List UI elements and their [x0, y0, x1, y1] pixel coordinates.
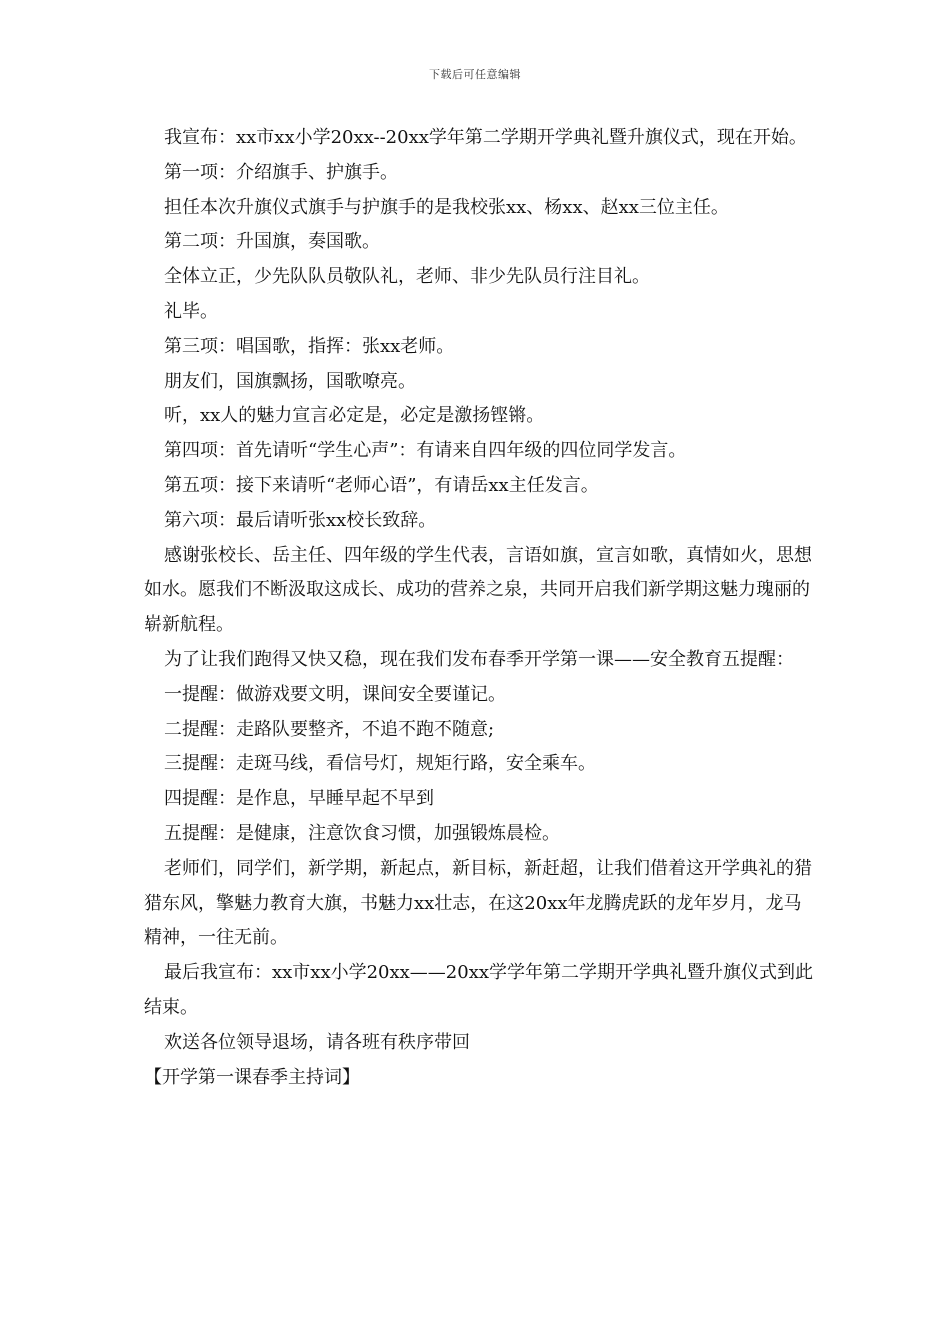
paragraph-item-one: 第一项：介绍旗手、护旗手。 — [164, 161, 398, 183]
paragraph-reminder-five: 五提醒：是健康，注意饮食习惯，加强锻炼晨检。 — [164, 822, 560, 844]
paragraph-item-three: 第三项：唱国歌，指挥：张xx老师。 — [164, 335, 455, 357]
paragraph-reminder-one: 一提醒：做游戏要文明，课间安全要谨记。 — [164, 683, 506, 705]
paragraph-announcement: 我宣布：xx市xx小学20xx--20xx学年第二学期开学典礼暨升旗仪式，现在开始。 — [164, 127, 807, 148]
paragraph-declaration: 听，xx人的魅力宣言必定是，必定是激扬铿锵。 — [164, 405, 545, 427]
paragraph-item-five: 第五项：接下来请听“老师心语”，有请岳xx主任发言。 — [164, 474, 599, 496]
paragraph-safety-intro: 为了让我们跑得又快又稳，现在我们发布春季开学第一课——安全教育五提醒： — [164, 648, 794, 670]
document-body — [144, 121, 814, 1095]
paragraph-reminder-two: 二提醒：走路队要整齐，不追不跑不随意; — [164, 718, 495, 740]
paragraph-flag-bearers: 担任本次升旗仪式旗手与护旗手的是我校张xx、杨xx、赵xx三位主任。 — [164, 196, 729, 218]
page-header-note: 下载后可任意编辑 — [429, 68, 521, 81]
paragraph-section-title: 【开学第一课春季主持词】 — [144, 1066, 360, 1088]
paragraph-salute: 全体立正，少先队队员敬队礼，老师、非少先队员行注目礼。 — [164, 266, 650, 288]
paragraph-farewell: 欢送各位领导退场，请各班有秩序带回 — [164, 1031, 470, 1053]
paragraph-final-announcement: 最后我宣布：xx市xx小学20xx——20xx学学年第二学期开学典礼暨升旗仪式到此结束。 — [144, 962, 814, 1018]
paragraph-reminder-four: 四提醒：是作息，早睡早起不早到 — [164, 788, 434, 810]
paragraph-item-four: 第四项：首先请听“学生心声”：有请来自四年级的四位同学发言。 — [164, 440, 687, 462]
paragraph-flag-flying: 朋友们，国旗飘扬，国歌嘹亮。 — [164, 370, 416, 392]
paragraph-salute-end: 礼毕。 — [164, 300, 218, 322]
paragraph-closing-speech: 老师们，同学们，新学期，新起点，新目标，新赶超，让我们借着这开学典礼的猎猎东风，擎魅力教育大旗，书魅力xx壮志，在这20xx年龙腾虎跃的龙年岁月，龙马精神，一往无前。 — [144, 857, 812, 949]
paragraph-thanks: 感谢张校长、岳主任、四年级的学生代表，言语如旗，宣言如歌，真情如火，思想如水。愿我们不断汲取这成长、成功的营养之泉，共同开启我们新学期这魅力瑰丽的崭新航程。 — [144, 544, 812, 636]
paragraph-reminder-three: 三提醒：走斑马线，看信号灯，规矩行路，安全乘车。 — [164, 753, 596, 775]
paragraph-item-two: 第二项：升国旗，奏国歌。 — [164, 231, 380, 253]
paragraph-item-six: 第六项：最后请听张xx校长致辞。 — [164, 509, 437, 531]
